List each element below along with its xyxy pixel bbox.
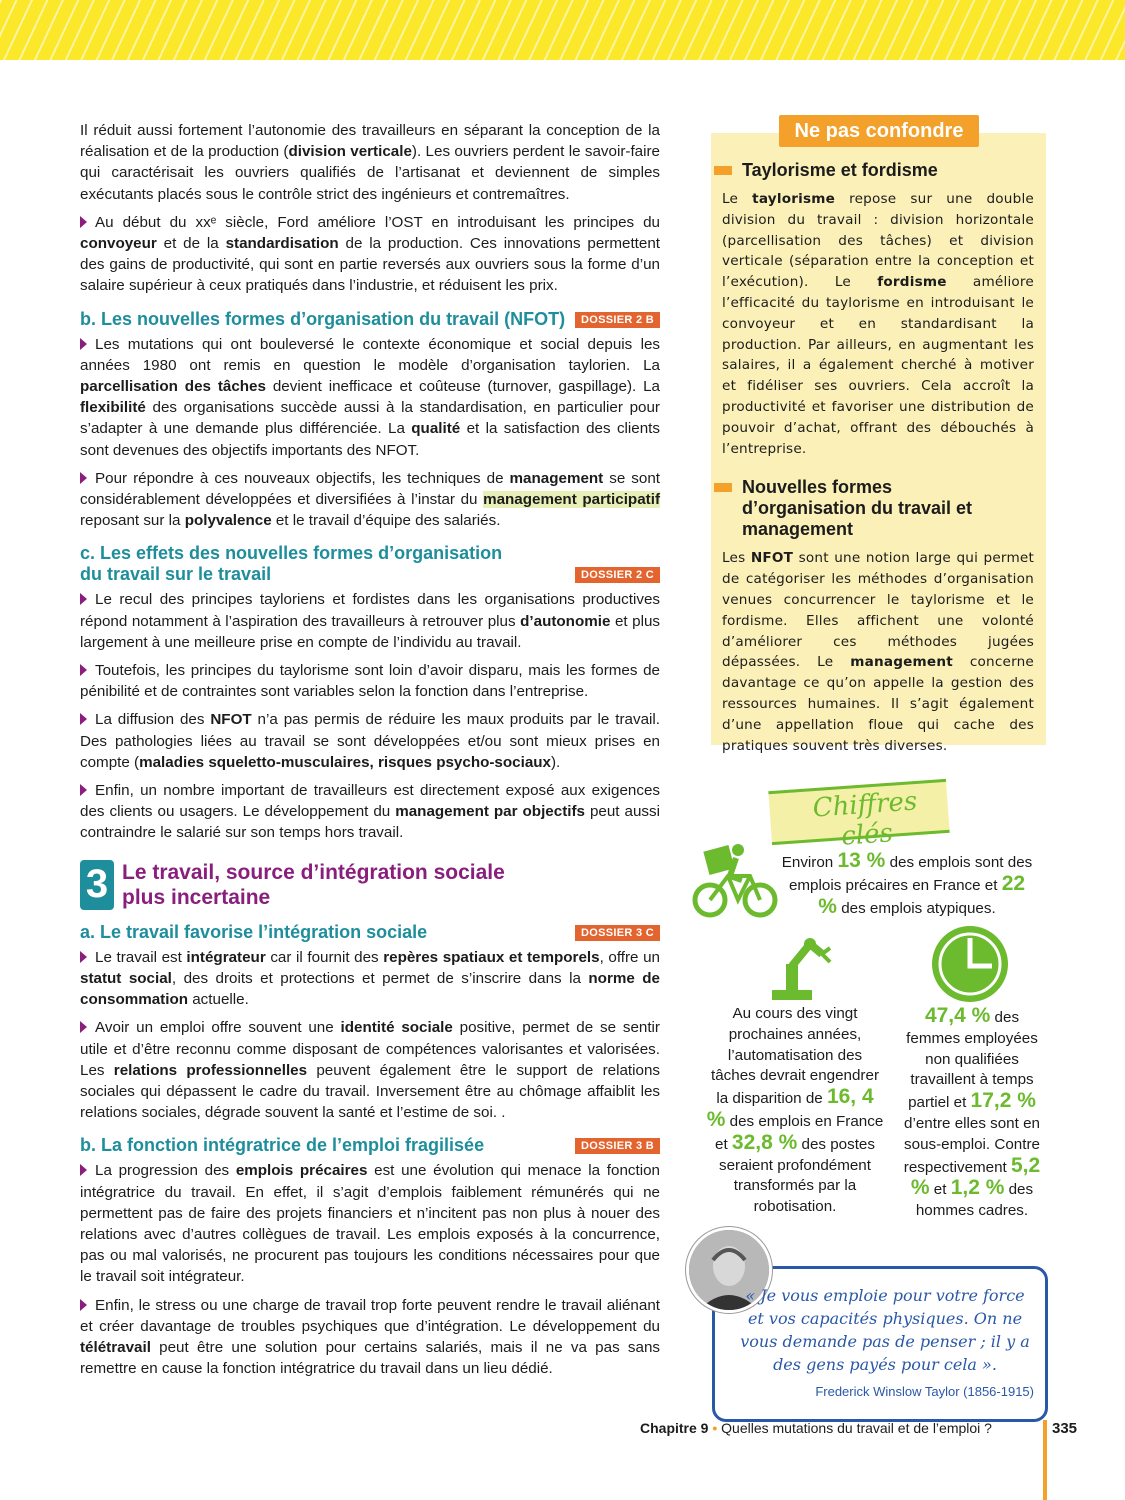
bullet-triangle-icon (80, 713, 87, 725)
bold-term: intégrateur (186, 948, 266, 966)
page-number: 335 (1052, 1420, 1078, 1437)
bold-term: NFOT (750, 550, 794, 567)
bold-term: télétravail (80, 1338, 151, 1356)
paragraph (80, 334, 660, 461)
text-run: se sont considérablement développées et diversifiées à l’instar du (80, 469, 660, 509)
bullet-triangle-icon (80, 1299, 87, 1311)
text-run: car il fournit des (265, 948, 384, 966)
bold-term: management par objectifs (395, 803, 585, 821)
npc-heading-2: Nouvelles formes d’organisation du travail et management (722, 477, 982, 540)
text-run: Au début du xxᵉ siècle, Ford améliore l’OST en introduisant les principes du (95, 213, 660, 231)
subheading-b: b. Les nouvelles formes d’organisation du travail (NFOT) DOSSIER 2 B (80, 309, 660, 330)
bold-term: maladies squeletto-musculaires, risques psycho-sociaux (139, 753, 551, 771)
text-run: Les (722, 550, 751, 567)
section-number: 3 (80, 860, 114, 910)
paragraph (80, 468, 660, 532)
text-run: Enfin, le stress ou une charge de travail trop forte peuvent rendre le travail aliénant et créer davantage de troubles psychiques que d’intégration. Le développement du (80, 1296, 660, 1335)
bold-term: identité sociale (340, 1019, 453, 1037)
bold-term: parcellisation des tâches (80, 378, 266, 396)
bold-term: division verticale (288, 143, 412, 161)
bullet-triangle-icon (80, 664, 87, 676)
dossier-badge[interactable]: DOSSIER 3 C (575, 925, 660, 941)
ne-pas-confondre-content (722, 160, 1034, 774)
bold-term: norme de consommation (80, 969, 661, 1009)
text-run: reposant sur la (80, 512, 185, 530)
bold-term: d’autonomie (520, 612, 611, 630)
text-run: , offre un (599, 948, 660, 966)
bullet-triangle-icon (80, 784, 87, 796)
separator: • (708, 1420, 722, 1436)
text-run: La diffusion des (95, 711, 211, 729)
text-run: Toutefois, les principes du taylorisme sont loin d’avoir disparu, mais les formes de pénibilité et de contraintes sont variables selon la fonction dans l’entreprise. (80, 662, 660, 701)
text-run: peuvent également être le support de relations sociales qui dépassent le cadre du travail. Inversement être au chômage affaiblit les relations sociales, dégrade souvent la santé et l’estime de soi. . (80, 1061, 660, 1122)
paragraph (80, 709, 660, 773)
paragraph (80, 947, 660, 1011)
text-run: Pour répondre à ces nouveaux objectifs, les techniques de (95, 469, 510, 487)
dossier-badge[interactable]: DOSSIER 2 C (575, 567, 660, 583)
main-text-column (80, 120, 660, 1386)
bold-term: NFOT (210, 711, 252, 729)
chiffres-cles-title: Chiffres clés (811, 786, 919, 852)
bullet-triangle-icon (80, 472, 87, 484)
delivery-cyclist-icon (692, 840, 778, 920)
npc-text-1 (722, 189, 1034, 459)
section-title: Le travail, source d’intégration sociale plus incertaine (122, 860, 505, 909)
text-run: ). Les ouvriers perdent le savoir-faire qui caractérisait les ouvriers qualifiés de l’artisanat et deviennent de simples exécutants placés sous le contrôle strict des ingénieurs et contremaîtres. (80, 143, 661, 203)
paragraph (80, 1017, 660, 1123)
text-run: La progression des (95, 1162, 236, 1180)
subheading-c: c. Les effets des nouvelles formes d’organisation du travail sur le travail DOSSIER 2 C (80, 543, 660, 585)
stat-automation: Au cours des vingt prochaines années, l’automatisation des tâches devrait engendrer la disparition de 16, 4 % des emplois en France et 32,8 % des postes seraient profondément transformés par la robotisation. (706, 1005, 884, 1216)
dossier-badge[interactable]: DOSSIER 3 B (575, 1138, 660, 1154)
bullet-triangle-icon (80, 951, 87, 963)
text-run: positive, permet de se sentir utile et d’être reconnu comme disposant de compétences valorisantes et valorisées. Les (80, 1019, 660, 1079)
bold-term: repères spatiaux et temporels (383, 948, 600, 966)
text-run: Le (722, 191, 753, 207)
text-run: Il réduit aussi fortement l’autonomie des travailleurs en séparant la conception de la réalisation et de la production ( (80, 122, 660, 161)
dossier-badge[interactable]: DOSSIER 2 B (575, 312, 660, 328)
npc-text-2 (722, 548, 1034, 756)
bullet-triangle-icon (80, 338, 87, 350)
bold-term: flexibilité (80, 399, 146, 417)
page-number-rule (1043, 1420, 1047, 1500)
text-run: ). (551, 753, 561, 771)
bold-term: relations professionnelles (113, 1061, 308, 1079)
bold-term: management (850, 654, 953, 671)
text-run: devient inefficace et coûteuse (turnover, gaspillage). La (265, 378, 660, 396)
paragraph (80, 1295, 660, 1380)
bullet-triangle-icon (80, 593, 87, 605)
paragraph (80, 589, 660, 653)
bold-term: taylorisme (752, 191, 836, 207)
text-run: sont une notion large qui permet de catégoriser les méthodes d’organisation venues concurrencer le taylorisme et le fordisme. Elles affichent une volonté d’améliorer ces méthodes jugées dépassées. Le (722, 550, 1035, 671)
robot-arm-icon (764, 930, 834, 1002)
bold-term: polyvalence (184, 512, 272, 530)
stat-precarious-jobs: Environ 13 % des emplois sont des emplois précaires en France et 22 % des emplois atypiques. (781, 849, 1033, 918)
text-run: Le travail est (95, 948, 187, 966)
bold-term: statut social (80, 969, 172, 987)
text-run: actuelle. (188, 991, 249, 1009)
text-run: concerne davantage ce qu’on appelle la gestion des ressources humaines. Il s’agit également d’une appellation floue qui cache des pratiques souvent très diverses. (722, 654, 1035, 754)
paragraph (80, 660, 660, 702)
text-run: améliore l’efficacité du taylorisme en introduisant le convoyeur et en standardisant la production. Par ailleurs, en augmentant les salaires, il a également cherché à motiver et fidéliser ses ouvriers. Cela accroît la productivité et favoriser une distribution de pouvoir d’achat, offrant des débouchés à l’entreprise. (722, 274, 1034, 457)
stat-part-time-women: 47,4 % des femmes employées non qualifiées travaillent à temps partiel et 17,2 % d’entre elles sont en sous-emploi. Contre respectivement 5,2 % et 1,2 % des hommes cadres. (903, 1004, 1041, 1220)
text-run: et la satisfaction des clients sont devenues des objectifs importants des NFOT. (80, 420, 660, 459)
bold-term: convoyeur (80, 235, 157, 253)
page-footer (640, 1420, 992, 1436)
npc-heading-1: Taylorisme et fordisme (722, 160, 1034, 181)
text-run: Enfin, un nombre important de travailleurs est directement exposé aux exigences des clients ou usagers. Le développement du (80, 782, 660, 821)
paragraph (80, 780, 660, 844)
quote-author: Frederick Winslow Taylor (1856-1915) (815, 1384, 1034, 1399)
text-run: repose sur une double division du travail : division horizontale (parcellisation des tâches) et division verticale (séparation entre la conception et l’exécution). Le (722, 191, 1034, 291)
paragraph (80, 1160, 660, 1287)
ne-pas-confondre-title: Ne pas confondre (779, 115, 979, 147)
clock-icon (930, 924, 1010, 1004)
bullet-triangle-icon (80, 216, 87, 228)
bullet-triangle-icon (80, 1021, 87, 1033)
section-3-heading (80, 860, 660, 910)
bold-term: standardisation (225, 235, 339, 253)
text-run: des organisations succède aussi à la standardisation, en particulier pour s’adapter à une demande plus différenciée. La (80, 399, 660, 438)
bold-term: management (509, 469, 604, 487)
text-run: n’a pas permis de réduire les maux produits par le travail. Des pathologies liées au travail se sont développées et/ou sont mieux prises en compte ( (80, 711, 660, 771)
top-decorative-band (0, 0, 1125, 60)
text-run: et plus largement à une meilleure prise en compte de l’individu au travail. (80, 612, 661, 651)
bold-term: qualité (411, 420, 461, 438)
text-run: , des droits et protections et permet de s’inscrire dans la (171, 969, 589, 987)
paragraph (80, 212, 660, 297)
text-run: Les mutations qui ont bouleversé le contexte économique et social depuis les années 1980 ont remis en question le modèle d’organisation taylorien. La (80, 335, 660, 374)
text-run: et le travail d’équipe des salariés. (271, 512, 501, 530)
chapter-title: Quelles mutations du travail et de l’emploi ? (721, 1420, 992, 1436)
text-run: peut aussi contraindre le salarié sur son temps hors travail. (80, 803, 660, 842)
bold-term: emplois précaires (235, 1162, 368, 1180)
text-run: est une évolution qui menace la fonction intégratrice du travail. En effet, il s’agit d’emplois faiblement rémunérés qui ne permettent pas de faire des projets financiers et n’incitent pas non plus à nouer des relations avec d’autres collègues de travail. Les emplois exposés à la concurrence, pas ou mal valorisés, ne procurent pas toujours les conditions nécessaires pour que le travail soit intégrateur. (80, 1162, 660, 1286)
chapter-label: Chapitre 9 (640, 1420, 709, 1436)
subheading-a3: a. Le travail favorise l’intégration sociale DOSSIER 3 C (80, 922, 660, 943)
subheading-b3: b. La fonction intégratrice de l’emploi fragilisée DOSSIER 3 B (80, 1135, 660, 1156)
paragraph (80, 120, 660, 205)
text-run: peut être une solution pour certains salariés, mais il ne va pas sans remettre en cause la fonction intégratrice du travail dans un lieu dédié. (80, 1338, 660, 1378)
text-run: Avoir un emploi offre souvent une (95, 1019, 341, 1037)
quote-text: « Je vous emploie pour votre force et vos capacités physiques. On ne vous demande pas de penser ; il y a des gens payés pour cela ». (740, 1286, 1030, 1374)
bold-term: fordisme (877, 274, 947, 291)
bold-term: management participatif (483, 491, 660, 509)
text-run: Le recul des principes tayloriens et fordistes dans les organisations productives répond notamment à l’aspiration des travailleurs à retrouver plus (80, 591, 660, 630)
text-run: de la production. Ces innovations permettent des gains de productivité, qui sont en partie reversés aux ouvriers sous la forme d’un salaire supérieur à ceux pratiqués dans l’industrie, et réduisent les prix. (80, 235, 660, 295)
bullet-triangle-icon (80, 1164, 87, 1176)
text-run: et de la (156, 235, 226, 253)
